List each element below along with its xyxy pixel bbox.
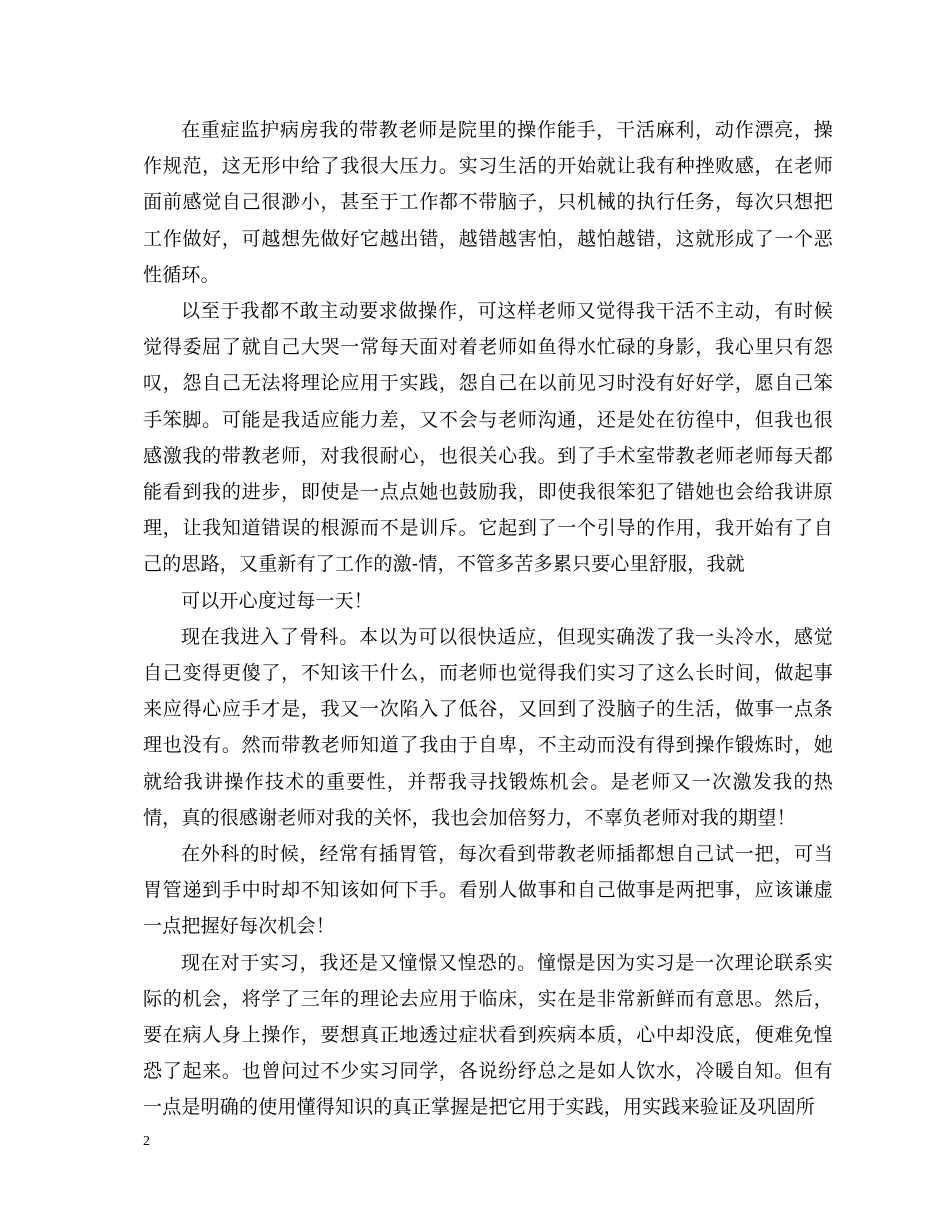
body-text [143,112,833,1126]
paragraph: 在外科的时候，经常有插胃管，每次看到带教老师插都想自己试一把，可当胃管递到手中时却不知该如何下手。看别人做事和自己做事是两把事，应该谦虚一点把握好每次机会！ [143,843,833,938]
paragraph: 以至于我都不敢主动要求做操作，可这样老师又觉得我干活不主动，有时候觉得委屈了就自己大哭一常每天面对着老师如鱼得水忙碌的身影，我心里只有怨叹，怨自己无法将理论应用于实践，怨自己在以前见习时没有好好学，愿自己笨手笨脚。可能是我适应能力差，又不会与老师沟通，还是处在彷徨中，但我也很感激我的带教老师，对我很耐心，也很关心我。到了手术室带教老师老师每天都能看到我的进步，即使是一点点她也鼓励我，即使我很笨犯了错她也会给我讲原理，让我知道错误的根源而不是训斥。它起到了一个引导的作用，我开始有了自己的思路，又重新有了工作的激-情，不管多苦多累只要心里舒服，我就 [143,300,833,576]
page-number: 2 [143,1134,150,1149]
paragraph: 可以开心度过每一天！ [181,589,374,612]
paragraph: 在重症监护病房我的带教老师是院里的操作能手，干活麻利，动作漂亮，操作规范，这无形中给了我很大压力。实习生活的开始就让我有种挫败感，在老师面前感觉自己很渺小，甚至于工作都不带脑子，只机械的执行任务，每次只想把工作做好，可越想先做好它越出错，越错越害怕，越怕越错，这就形成了一个恶性循环。 [143,119,833,286]
paragraph: 现在我进入了骨科。本以为可以很快适应，但现实确泼了我一头冷水，感觉自己变得更傻了，不知该干什么，而老师也觉得我们实习了这么长时间，做起事来应得心应手才是，我又一次陷入了低谷，又回到了没脑子的生活，做事一点条理也没有。然而带教老师知道了我由于自卑，不主动而没有得到操作锻炼时，她就给我讲操作技术的重要性，并帮我寻找锻炼机会。是老师又一次激发我的热情，真的很感谢老师对我的关怀，我也会加倍努力，不辜负老师对我的期望！ [143,625,833,829]
paragraph: 现在对于实习，我还是又憧憬又惶恐的。憧憬是因为实习是一次理论联系实际的机会，将学了三年的理论去应用于临床，实在是非常新鲜而有意思。然后，要在病人身上操作，要想真正地透过症状看到疾病本质，心中却没底，便难免惶恐了起来。也曾问过不少实习同学，各说纷纾总之是如人饮水，冷暖自知。但有一点是明确的使用懂得知识的真正掌握是把它用于实践，用实践来验证及巩固所 [143,951,833,1119]
